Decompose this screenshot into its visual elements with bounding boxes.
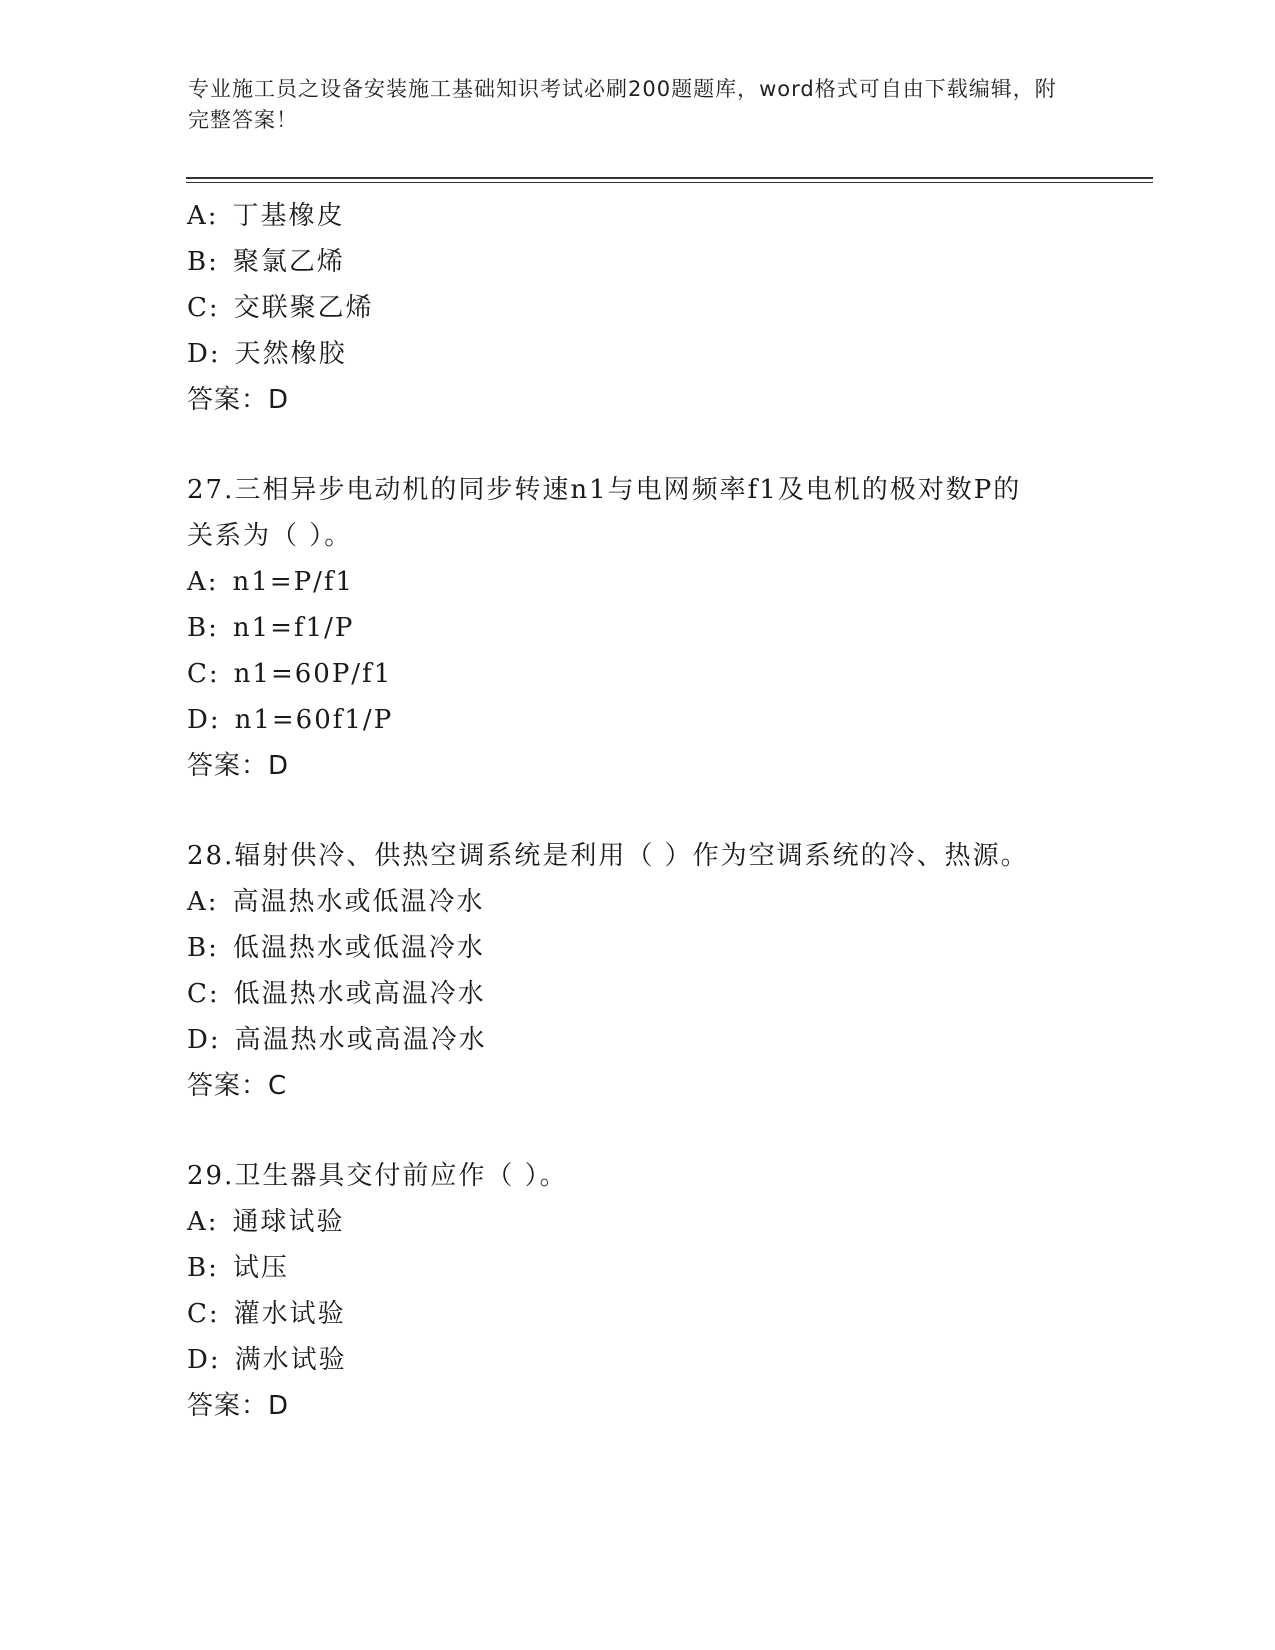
spacer [187, 423, 1127, 467]
option-c [187, 971, 1127, 1017]
option-text: 低温热水或低温冷水 [232, 933, 485, 963]
option-letter: A: [187, 887, 219, 917]
question-list [187, 193, 1127, 1429]
option-letter: B: [187, 933, 219, 963]
option-d [187, 1337, 1127, 1383]
option-letter: D: [187, 339, 221, 369]
option-b [187, 239, 1127, 285]
option-letter: B: [187, 613, 219, 643]
option-letter: D: [187, 1025, 221, 1055]
option-text: 低温热水或高温冷水 [233, 979, 486, 1009]
option-text: n1=60P/f1 [233, 659, 393, 689]
question-block [187, 193, 1127, 423]
option-d [187, 331, 1127, 377]
option-letter: B: [187, 1253, 219, 1283]
question-stem [187, 833, 1127, 879]
question-block [187, 833, 1127, 1109]
option-text: 高温热水或低温冷水 [232, 887, 485, 917]
question-block [187, 467, 1127, 789]
question-text: 辐射供冷、供热空调系统是利用（ ）作为空调系统的冷、热源。 [234, 841, 1029, 871]
header-title: 专业施工员之设备安装施工基础知识考试必刷200题题库，word格式可自由下载编辑，附完整答案！ [188, 77, 1057, 132]
option-letter: B: [187, 247, 219, 277]
option-c [187, 285, 1127, 331]
option-letter: C: [187, 293, 220, 323]
option-letter: C: [187, 979, 220, 1009]
option-text: 试压 [232, 1253, 289, 1283]
header-divider [186, 177, 1153, 183]
answer-line: 答案：D [187, 1391, 290, 1421]
question-number: 29. [187, 1161, 235, 1191]
option-text: n1=60f1/P [234, 705, 394, 735]
option-text: 交联聚乙烯 [233, 293, 374, 323]
spacer [187, 789, 1127, 833]
answer-line: 答案：C [187, 1071, 288, 1101]
option-text: 聚氯乙烯 [232, 247, 345, 277]
option-letter: A: [187, 567, 219, 597]
question-block [187, 1153, 1127, 1429]
option-d [187, 697, 1127, 743]
answer-line: 答案：D [187, 385, 290, 415]
option-d [187, 1017, 1127, 1063]
question-stem [187, 1153, 1127, 1199]
option-text: 丁基橡皮 [232, 201, 345, 231]
answer-line: 答案：D [187, 751, 290, 781]
option-c [187, 1291, 1127, 1337]
option-letter: C: [187, 659, 220, 689]
page-header [188, 74, 1068, 136]
option-text: 灌水试验 [233, 1299, 346, 1329]
option-c [187, 651, 1127, 697]
option-letter: D: [187, 1345, 221, 1375]
option-text: 通球试验 [232, 1207, 345, 1237]
spacer [187, 1109, 1127, 1153]
option-letter: C: [187, 1299, 220, 1329]
question-number: 28. [187, 841, 235, 871]
option-text: 高温热水或高温冷水 [234, 1025, 487, 1055]
option-letter: A: [187, 201, 219, 231]
option-a [187, 879, 1127, 925]
option-letter: D: [187, 705, 221, 735]
option-a [187, 1199, 1127, 1245]
option-text: n1=P/f1 [232, 567, 355, 597]
option-b [187, 1245, 1127, 1291]
option-b [187, 925, 1127, 971]
option-text: n1=f1/P [232, 613, 355, 643]
option-letter: A: [187, 1207, 219, 1237]
option-b [187, 605, 1127, 651]
question-stem [187, 467, 1047, 559]
question-text: 三相异步电动机的同步转速n1与电网频率f1及电机的极对数P的关系为（ ）。 [187, 475, 1022, 551]
option-a [187, 193, 1127, 239]
option-a [187, 559, 1127, 605]
question-number: 27. [187, 475, 235, 505]
option-text: 满水试验 [234, 1345, 347, 1375]
option-text: 天然橡胶 [234, 339, 347, 369]
question-text: 卫生器具交付前应作（ ）。 [234, 1161, 568, 1191]
